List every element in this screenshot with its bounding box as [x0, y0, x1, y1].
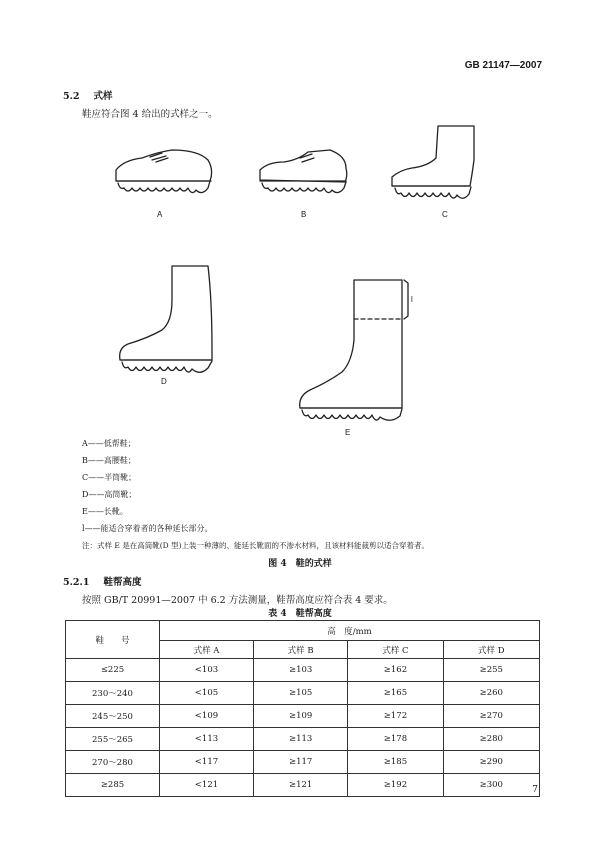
figure-note: 注：式样 E 是在高筒靴(D 型)上装一种薄的、能延长靴面的不渗水材料，且该材料能裁剪以适合穿着者。 [82, 541, 429, 550]
size-header: 鞋 号 [66, 621, 160, 659]
subsection-title: 鞋帮高度 [103, 577, 142, 588]
label-d: D [161, 377, 167, 386]
column-header: 式样 A [160, 641, 254, 659]
page-number: 7 [532, 785, 538, 795]
section-title: 式样 [93, 91, 113, 102]
label-c: C [442, 210, 448, 219]
legend-item: B——高腰鞋； [82, 456, 136, 465]
standard-number: GB 21147—2007 [464, 60, 542, 71]
section-number: 5.2 [63, 91, 80, 102]
table-row: ≤225 <103 ≥103 ≥162 ≥255 [66, 659, 540, 682]
shoe-height-table [65, 620, 540, 797]
table-row: 230～240 <105 ≥105 ≥165 ≥260 [66, 682, 540, 705]
subsection-number: 5.2.1 [63, 577, 90, 588]
table-row: 255～265 <113 ≥113 ≥178 ≥280 [66, 728, 540, 751]
label-a: A [157, 210, 163, 219]
shoe-style-a-drawing [116, 150, 212, 193]
shoe-style-e-drawing [300, 280, 408, 420]
legend-item: D——高筒靴； [82, 490, 137, 499]
label-l: l [411, 295, 413, 304]
subsection-heading [63, 574, 141, 588]
figure-caption: 图 4 鞋的式样 [268, 559, 332, 569]
column-header: 式样 D [443, 641, 539, 659]
shoe-style-b-drawing [260, 150, 347, 193]
column-header: 式样 B [253, 641, 347, 659]
shoe-style-d-drawing [120, 266, 212, 372]
column-header: 式样 C [348, 641, 443, 659]
legend-item: C——半筒靴； [82, 473, 137, 482]
shoe-style-c-drawing [392, 126, 474, 198]
label-e: E [345, 428, 351, 437]
legend-item: l——能适合穿着者的各种延长部分。 [82, 524, 213, 533]
subsection-text: 按照 GB/T 20991—2007 中 6.2 方法测量，鞋帮高度应符合表 4 要求。 [82, 595, 393, 606]
height-header: 高 度/mm [160, 621, 540, 641]
table-row: ≥285 <121 ≥121 ≥192 ≥300 [66, 774, 540, 797]
table-row: 245～250 <109 ≥109 ≥172 ≥270 [66, 705, 540, 728]
section-text: 鞋应符合图 4 给出的式样之一。 [82, 109, 218, 120]
label-b: B [301, 210, 307, 219]
table-caption: 表 4 鞋帮高度 [268, 609, 332, 619]
legend-item: A——低帮鞋； [82, 439, 136, 448]
legend-item: E——长靴。 [82, 507, 128, 516]
table-row: 270～280 <117 ≥117 ≥185 ≥290 [66, 751, 540, 774]
